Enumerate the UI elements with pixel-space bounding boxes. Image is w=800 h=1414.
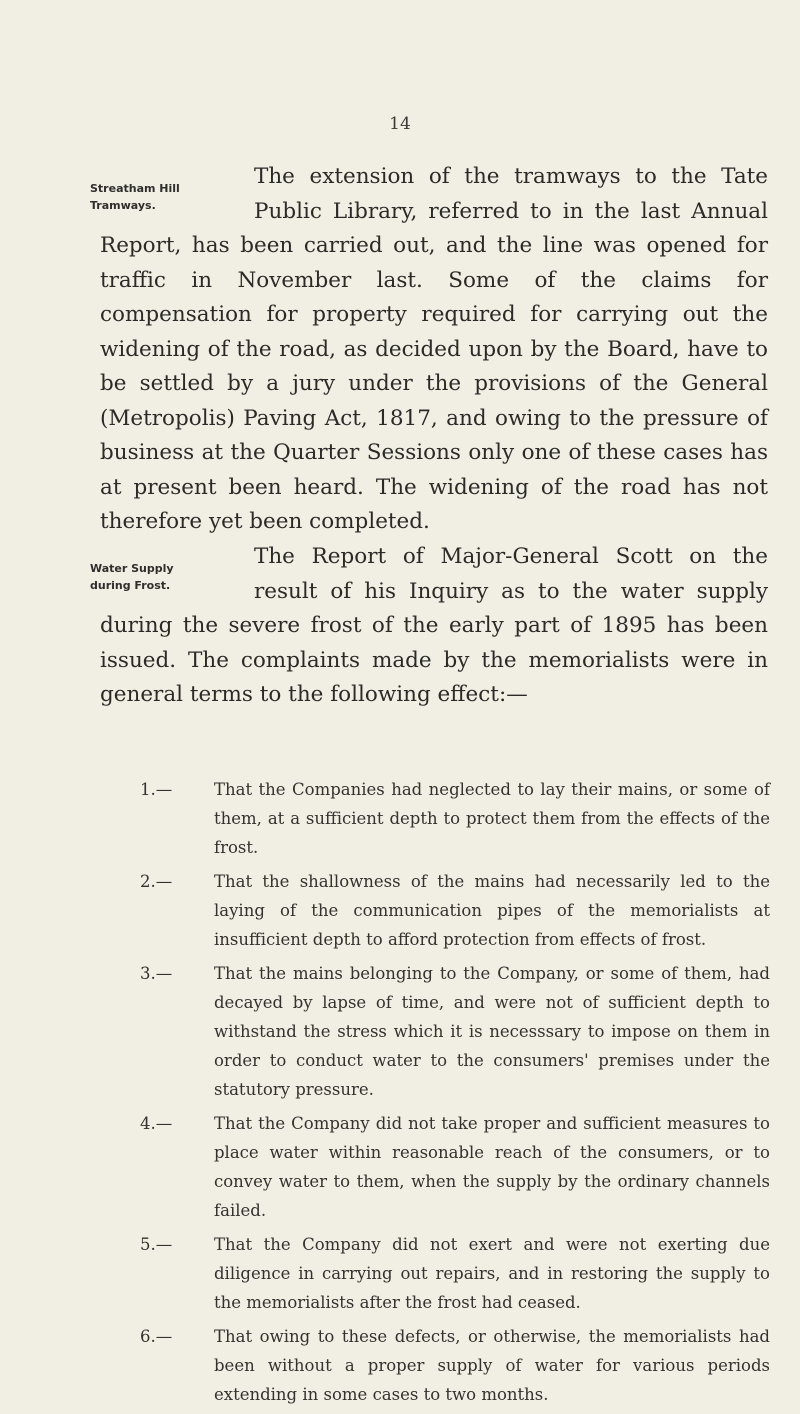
list-item-text: That the Companies had neglected to lay their mains, or some of them, at a sufficient depth to protect them from the effects of the frost. (214, 780, 770, 857)
side-note-line: Streatham Hill (90, 182, 180, 195)
list-item-number: 2.— (140, 872, 173, 891)
paragraph-water-supply: The Report of Major-General Scott on the result of his Inquiry as to the water supply during the severe frost of the early part of 1895 has been issued. The complaints made by the memorialists were in general terms to the following effect:— (100, 544, 768, 707)
list-item-text: That the mains belonging to the Company, or some of them, had decayed by lapse of time, and were not of sufficient depth to withstand the stress which it is necesssary to impose on them in order to conduct water to the consumers' premises under the statutory pressure. (214, 964, 770, 1099)
list-item (140, 867, 770, 954)
list-item (140, 1322, 770, 1409)
list-item (140, 959, 770, 1104)
side-note-streatham-hill-tramways (90, 160, 250, 220)
list-item-number: 3.— (140, 964, 173, 983)
list-item (140, 1230, 770, 1317)
list-item-text: That the shallowness of the mains had necessarily led to the laying of the communication pipes of the memorialists at insufficient depth to afford protection from effects of frost. (214, 872, 770, 949)
list-item (140, 775, 770, 862)
section-streatham-hill-tramways (90, 160, 768, 540)
list-item-number: 6.— (140, 1327, 173, 1346)
section-water-supply-during-frost (90, 540, 768, 713)
list-item-number: 1.— (140, 780, 173, 799)
side-note-water-supply-during-frost (90, 540, 250, 600)
side-note-line: during Frost. (90, 579, 171, 592)
side-note-line: Tramways. (90, 199, 156, 212)
list-item-text: That the Company did not exert and were not exerting due diligence in carrying out repairs, and in restoring the supply to the memorialists after the frost had ceased. (214, 1235, 770, 1312)
list-item-text: That the Company did not take proper and sufficient measures to place water within reasonable reach of the consumers, or to convey water to them, when the supply by the ordinary channels failed. (214, 1114, 770, 1220)
paragraph-tramways: The extension of the tramways to the Tate Public Library, referred to in the last Annual Report, has been carried out, and the line was opened for traffic in November last. Some of the claims for compensation for property required for carrying out the widening of the road, as decided upon by the Board, have to be settled by a jury under the provisions of the General (Metropolis) Paving Act, 1817, and owing to the pressure of business at the Quarter Sessions only one of these cases has at present been heard. The widening of the road has not therefore yet been completed. (100, 164, 768, 534)
list-item (140, 1109, 770, 1225)
page-number: 14 (389, 114, 411, 134)
side-note-line: Water Supply (90, 562, 174, 575)
list-item-number: 4.— (140, 1114, 173, 1133)
list-item-text: That owing to these defects, or otherwise, the memorialists had been without a proper supply of water for various periods extending in some cases to two months. (214, 1327, 770, 1404)
complaints-list (140, 775, 770, 1414)
list-item-number: 5.— (140, 1235, 173, 1254)
